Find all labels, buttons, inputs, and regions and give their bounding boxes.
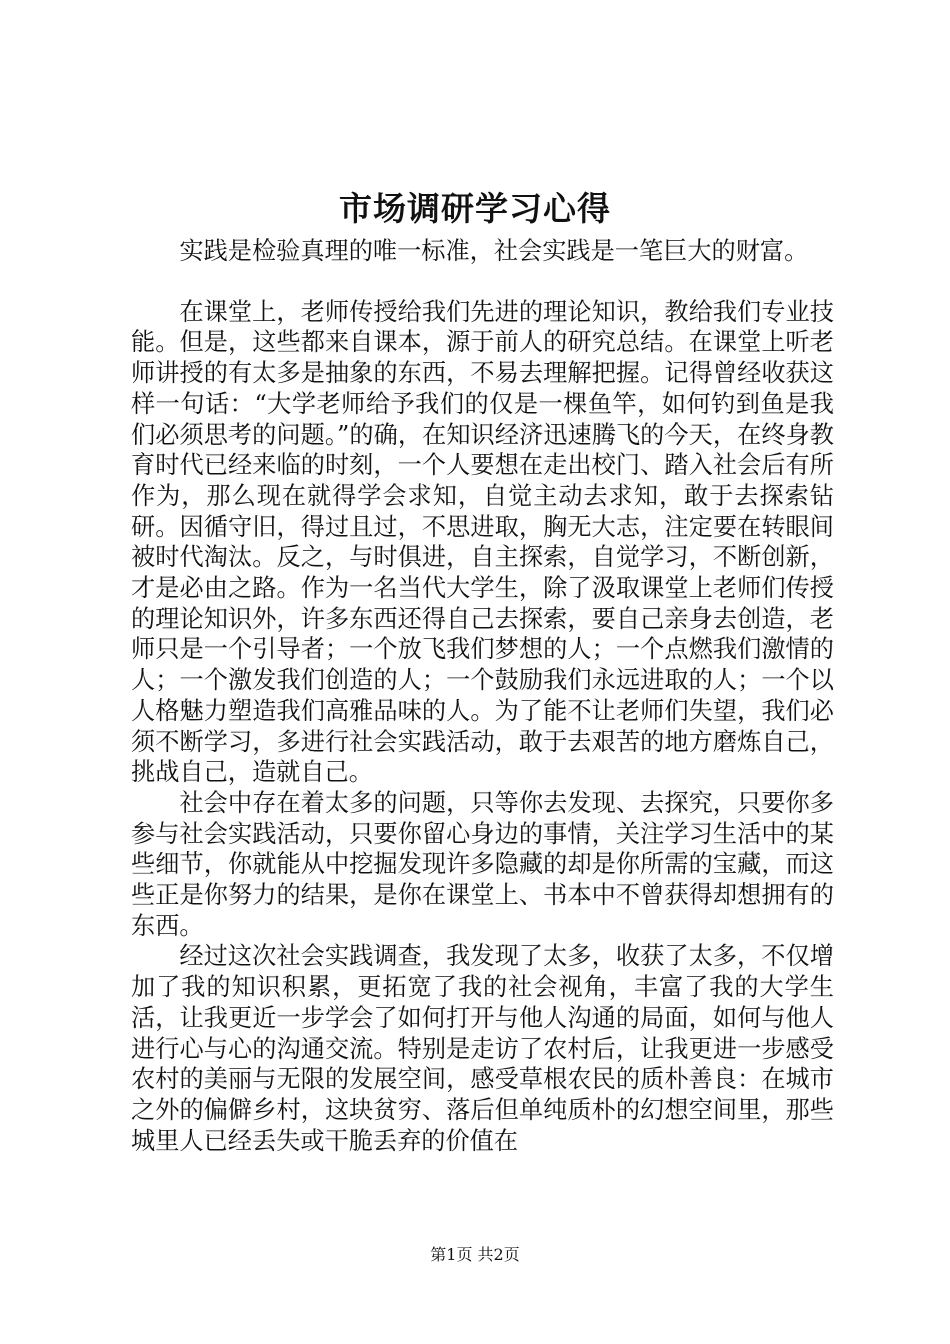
paragraph: 在课堂上，老师传授给我们先进的理论知识，教给我们专业技能。但是，这些都来自课本，源于前人的研究总结。在课堂上听老师讲授的有太多是抽象的东西，不易去理解把握。记得曾经收获这样一句话：“大学老师给予我们的仅是一棵鱼竿，如何钓到鱼是我们必须思考的问题。”的确，在知识经济迅速腾飞的今天，在终身教育时代已经来临的时刻，一个人要想在走出校门、踏入社会后有所作为，那么现在就得学会求知，自觉主动去求知，敢于去探索钻研。因循守旧，得过且过，不思进取，胸无大志，注定要在转眼间被时代淘汰。反之，与时俱进，自主探索，自觉学习，不断创新，才是必由之路。作为一名当代大学生，除了汲取课堂上老师们传授的理论知识外，许多东西还得自己去探索，要自己亲身去创造，老师只是一个引导者；一个放飞我们梦想的人；一个点燃我们激情的人；一个激发我们创造的人；一个鼓励我们永远进取的人；一个以人格魅力塑造我们高雅品味的人。为了能不让老师们失望，我们必须不断学习，多进行社会实践活动，敢于去艰苦的地方磨炼自己，挑战自己，造就自己。	[131, 297, 834, 787]
paragraph: 经过这次社会实践调查，我发现了太多，收获了太多，不仅增加了我的知识积累，更拓宽了我的社会视角，丰富了我的大学生活，让我更近一步学会了如何打开与他人沟通的局面，如何与他人进行心与心的沟通交流。特别是走访了农村后，让我更进一步感受农村的美丽与无限的发展空间，感受草根农民的质朴善良：在城市之外的偏僻乡村，这块贫穷、落后但单纯质朴的幻想空间里，那些城里人已经丢失或干脆丢弃的价值在	[131, 942, 834, 1155]
paragraph: 社会中存在着太多的问题，只等你去发现、去探究，只要你多参与社会实践活动，只要你留心身边的事情，关注学习生活中的某些细节，你就能从中挖掘发现许多隐藏的却是你所需的宝藏，而这些正是你努力的结果，是你在课堂上、书本中不曾获得却想拥有的东西。	[131, 788, 834, 940]
page-number-footer: 第1页 共2页	[430, 1245, 520, 1264]
document-body	[131, 236, 834, 1156]
paragraph-intro: 实践是检验真理的唯一标准，社会实践是一笔巨大的财富。	[179, 237, 809, 265]
document-title: 市场调研学习心得	[339, 189, 611, 228]
